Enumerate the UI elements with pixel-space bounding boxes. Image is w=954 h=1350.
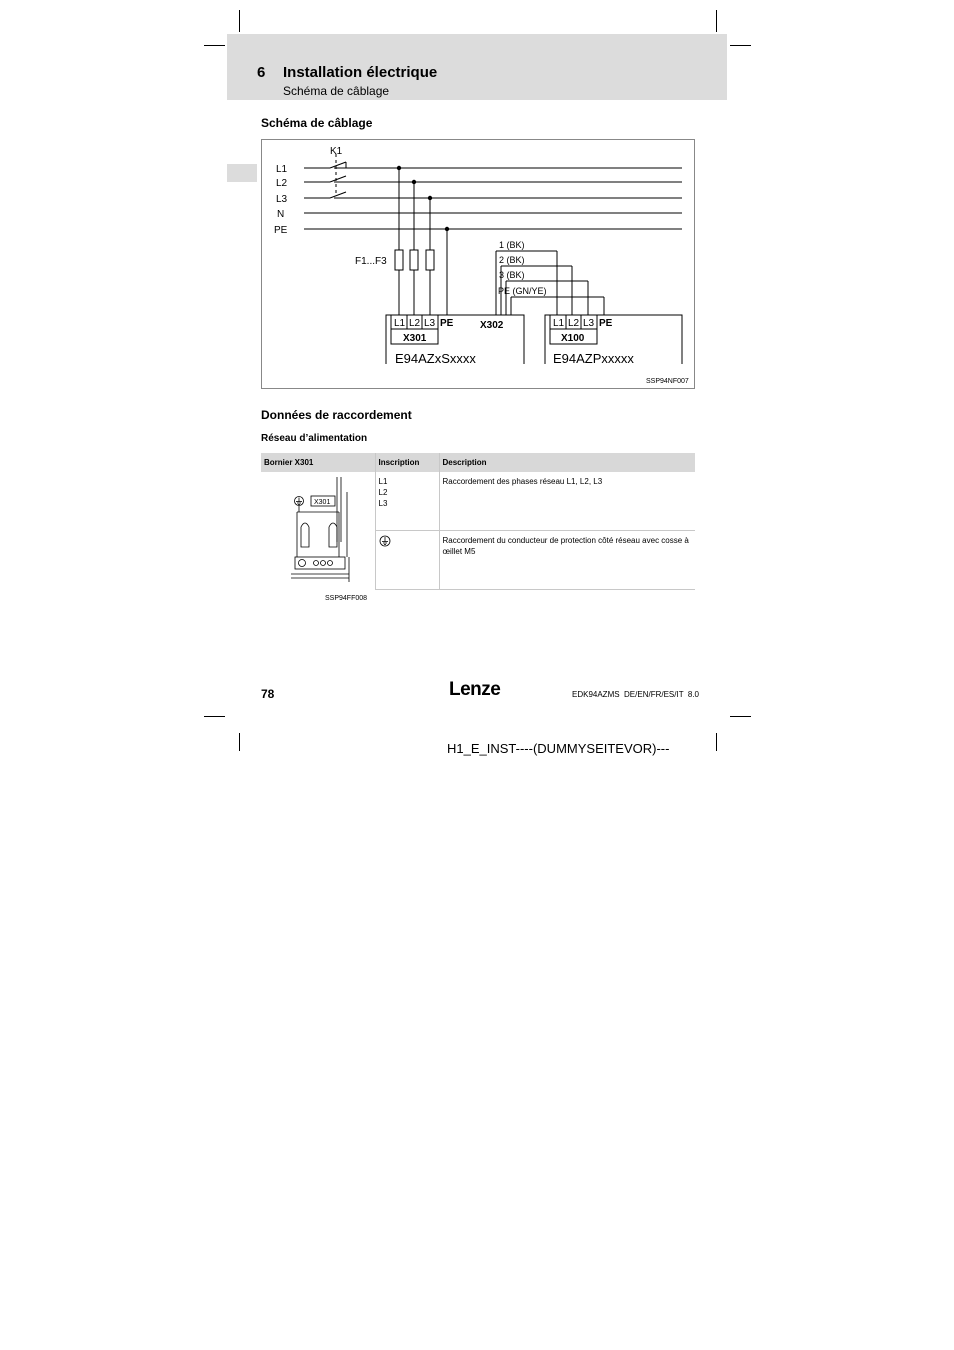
junction-dot <box>412 180 416 184</box>
terminal-figure-code: SSP94FF008 <box>325 595 368 602</box>
right-connector-label: X100 <box>561 333 585 344</box>
crop-mark <box>204 716 225 717</box>
fuse-f1 <box>395 250 403 270</box>
inscription-cell <box>375 531 439 590</box>
left-terminal-l2: L2 <box>409 318 421 329</box>
wiring-diagram <box>261 139 695 389</box>
fuse-label: F1...F3 <box>355 256 387 267</box>
contactor-label: K1 <box>330 146 343 157</box>
dummy-page-text: H1_E_INST----(DUMMYSEITEVOR)--- <box>447 741 670 756</box>
crop-mark <box>730 45 751 46</box>
inscription-cell <box>375 472 439 531</box>
description-cell: Raccordement des phases réseau L1, L2, L3 <box>439 472 695 531</box>
table-header-row <box>261 453 695 472</box>
table-header-cell: Bornier X301 <box>261 453 375 472</box>
chapter-subtitle: Schéma de câblage <box>283 84 390 98</box>
description-cell: Raccordement du conducteur de protection côté réseau avec cosse à œillet M5 <box>439 531 695 590</box>
wire-label-3: 3 (BK) <box>499 270 525 280</box>
left-connector-label: X301 <box>403 333 427 344</box>
terminal-figure-label: X301 <box>314 499 331 506</box>
table-row <box>261 472 695 531</box>
brand-logo: Lenze <box>449 679 501 700</box>
wiring-section-title: Schéma de câblage <box>261 116 373 130</box>
line-label-l3: L3 <box>276 194 288 205</box>
connection-table <box>261 453 695 602</box>
right-terminal-l1: L1 <box>553 318 565 329</box>
crop-mark <box>204 45 225 46</box>
junction-dot <box>428 196 432 200</box>
crop-mark <box>716 733 717 751</box>
table-header-cell: Inscription <box>375 453 439 472</box>
right-terminal-l3: L3 <box>583 318 595 329</box>
wire-label-1: 1 (BK) <box>499 240 525 250</box>
inscription-l2: L2 <box>378 488 388 497</box>
diagram-figure-code: SSP94NF007 <box>646 378 689 385</box>
chapter-number: 6 <box>257 64 266 81</box>
line-label-pe: PE <box>274 225 288 236</box>
crop-mark <box>730 716 751 717</box>
page-number: 78 <box>261 687 275 701</box>
left-terminal-pe: PE <box>440 318 454 329</box>
junction-dot <box>445 227 449 231</box>
crop-mark <box>239 10 240 32</box>
line-label-n: N <box>277 209 285 220</box>
junction-dot <box>397 166 401 170</box>
line-label-l1: L1 <box>276 164 288 175</box>
crop-mark <box>239 733 240 751</box>
inscription-l1: L1 <box>378 477 388 486</box>
line-label-l2: L2 <box>276 178 288 189</box>
chapter-side-tab <box>227 164 257 182</box>
chapter-title: Installation électrique <box>283 64 438 81</box>
left-aux-connector-label: X302 <box>480 320 504 331</box>
wire-label-2: 2 (BK) <box>499 255 525 265</box>
fuse-f2 <box>410 250 418 270</box>
earth-ground-icon <box>379 535 391 547</box>
crop-mark <box>716 10 717 32</box>
left-terminal-l1: L1 <box>394 318 406 329</box>
wire-label-pe: PE (GN/YE) <box>498 286 547 296</box>
inscription-l3: L3 <box>378 499 388 508</box>
left-device-label: E94AZxSxxxx <box>395 351 476 366</box>
document-code: EDK94AZMS DE/EN/FR/ES/IT 8.0 <box>572 690 699 699</box>
fuse-f3 <box>426 250 434 270</box>
terminal-x301-figure <box>261 472 375 602</box>
terminal-figure-cell <box>261 472 375 602</box>
wiring-diagram-svg <box>262 140 694 388</box>
right-device-label: E94AZPxxxxx <box>553 351 634 366</box>
left-terminal-l3: L3 <box>424 318 436 329</box>
connection-section-title: Données de raccordement <box>261 408 412 422</box>
table-header-cell: Description <box>439 453 695 472</box>
right-terminal-pe: PE <box>599 318 613 329</box>
right-terminal-l2: L2 <box>568 318 580 329</box>
connection-section-subtitle: Réseau d’alimentation <box>261 433 368 444</box>
